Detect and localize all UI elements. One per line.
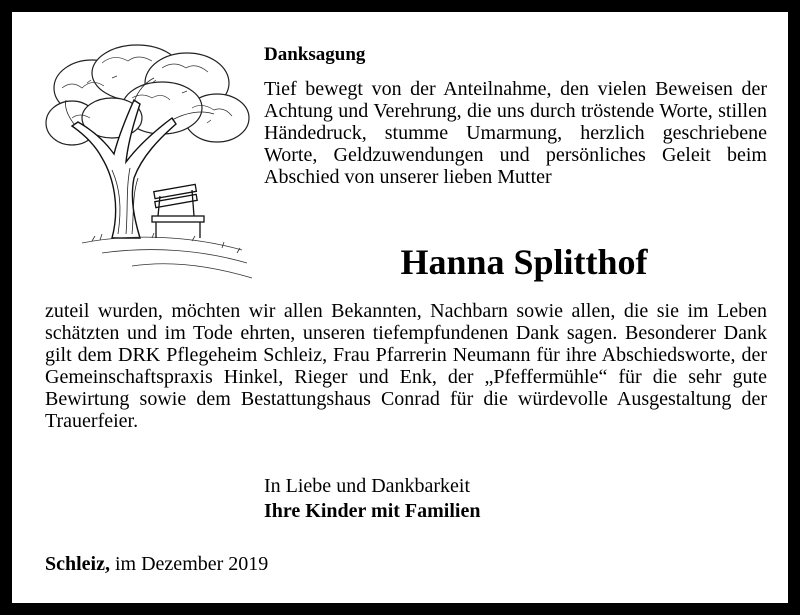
deceased-name: Hanna Splitthof — [400, 242, 648, 282]
closing-line: In Liebe und Dankbarkeit — [264, 475, 471, 497]
obituary-notice — [12, 12, 788, 603]
closing-block — [264, 474, 480, 524]
intro-paragraph: Tief bewegt von der Anteilnahme, den vielen Beweisen der Achtung und Verehrung, die uns durch tröstende Worte, stillen Händedruck, stumme Umarmung, herzlich geschriebene Worte, Geldzuwendungen und persönliches Geleit beim Abschied von unserer lieben Mutter — [264, 78, 767, 188]
place-date — [45, 552, 268, 576]
thanks-paragraph: zuteil wurden, möchten wir allen Bekannten, Nachbarn sowie allen, die sie im Leben schätzten und im Tode ehrten, unseren tiefempfundenen Dank sagen. Besonderer Dank gilt dem DRK Pflegeheim Schleiz, Frau Pfarrerin Neumann für ihre Abschiedsworte, der Gemeinschaftspraxis Hinkel, Rieger und Enk, der „Pfeffermühle“ für die sehr gute Bewirtung sowie dem Bestattungshaus Conrad für die würdevolle Ausgestaltung der Trauerfeier. — [45, 300, 767, 432]
tree-with-bench-icon — [42, 38, 257, 283]
place: Schleiz, — [45, 553, 110, 575]
date: im Dezember 2019 — [115, 553, 269, 575]
notice-heading: Danksagung — [264, 44, 366, 65]
signature: Ihre Kinder mit Familien — [264, 500, 481, 522]
